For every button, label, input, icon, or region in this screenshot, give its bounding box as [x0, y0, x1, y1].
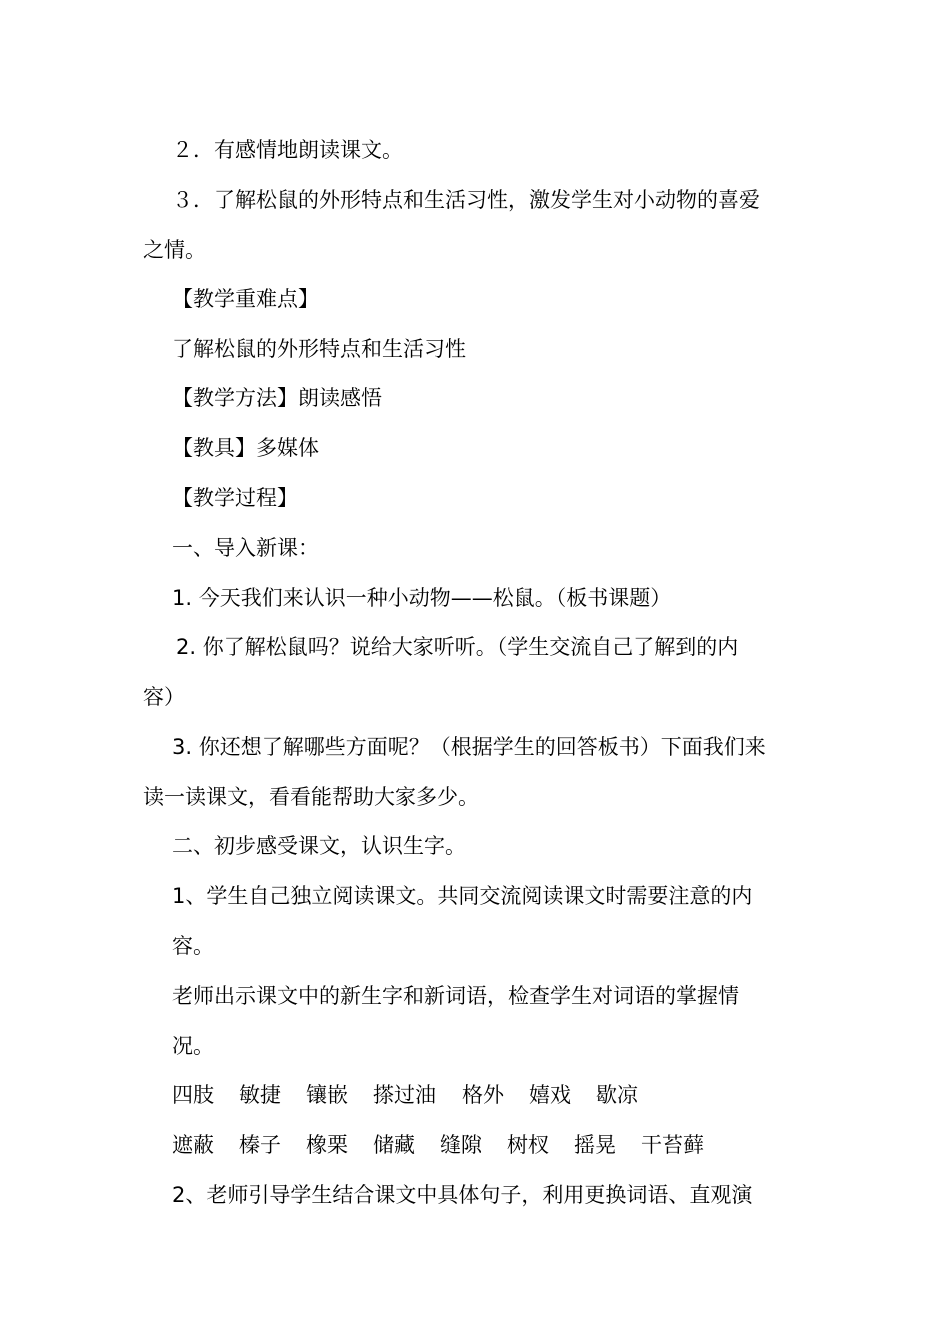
teaching-method: 【教学方法】朗读感悟 [172, 386, 382, 410]
section1-step2-line1: 2. 你了解松鼠吗？说给大家听听。（学生交流自己了解到的内 [176, 635, 739, 659]
section2-step1-line2: 容。 [172, 934, 214, 958]
vocab-word: 橡栗 [306, 1133, 348, 1157]
objective-3-line1: ３．了解松鼠的外形特点和生活习性，激发学生对小动物的喜爱 [172, 188, 760, 212]
section1-step3-line2: 读一读课文，看看能帮助大家多少。 [143, 785, 479, 809]
section2-step1-line1: 1、学生自己独立阅读课文。共同交流阅读课文时需要注意的内 [172, 884, 753, 908]
section1-heading: 一、导入新课： [172, 536, 319, 560]
process-heading: 【教学过程】 [172, 486, 298, 510]
objective-3-line2: 之情。 [143, 238, 206, 262]
vocab-word: 嬉戏 [529, 1083, 571, 1107]
vocab-row-1 [172, 1080, 638, 1110]
section2-step2-line1: 2、老师引导学生结合课文中具体句子，利用更换词语、直观演 [172, 1183, 753, 1207]
section1-step1: 1. 今天我们来认识一种小动物——松鼠。（板书课题） [172, 586, 672, 610]
key-points-heading: 【教学重难点】 [172, 287, 319, 311]
vocab-word: 缝隙 [440, 1133, 482, 1157]
vocab-word: 树杈 [507, 1133, 549, 1157]
objective-2: ２．有感情地朗读课文。 [172, 138, 403, 162]
vocab-word: 敏捷 [239, 1083, 281, 1107]
vocab-word: 格外 [462, 1083, 504, 1107]
section2-heading: 二、初步感受课文，认识生字。 [172, 834, 466, 858]
key-points-content: 了解松鼠的外形特点和生活习性 [172, 337, 466, 361]
vocab-row-2 [172, 1130, 704, 1160]
vocab-word: 遮蔽 [172, 1133, 214, 1157]
vocab-word: 榛子 [239, 1133, 281, 1157]
vocab-word: 干苔藓 [641, 1133, 704, 1157]
section2-check-line2: 况。 [172, 1034, 214, 1058]
teaching-tools: 【教具】多媒体 [172, 436, 319, 460]
vocab-word: 镶嵌 [306, 1083, 348, 1107]
vocab-word: 歇凉 [596, 1083, 638, 1107]
section2-check-line1: 老师出示课文中的新生字和新词语，检查学生对词语的掌握情 [172, 984, 739, 1008]
section1-step3-line1: 3. 你还想了解哪些方面呢？（根据学生的回答板书）下面我们来 [172, 735, 766, 759]
vocab-word: 四肢 [172, 1083, 214, 1107]
vocab-word: 储藏 [373, 1133, 415, 1157]
section1-step2-line2: 容） [143, 685, 185, 709]
vocab-word: 搽过油 [373, 1083, 436, 1107]
vocab-word: 摇晃 [574, 1133, 616, 1157]
